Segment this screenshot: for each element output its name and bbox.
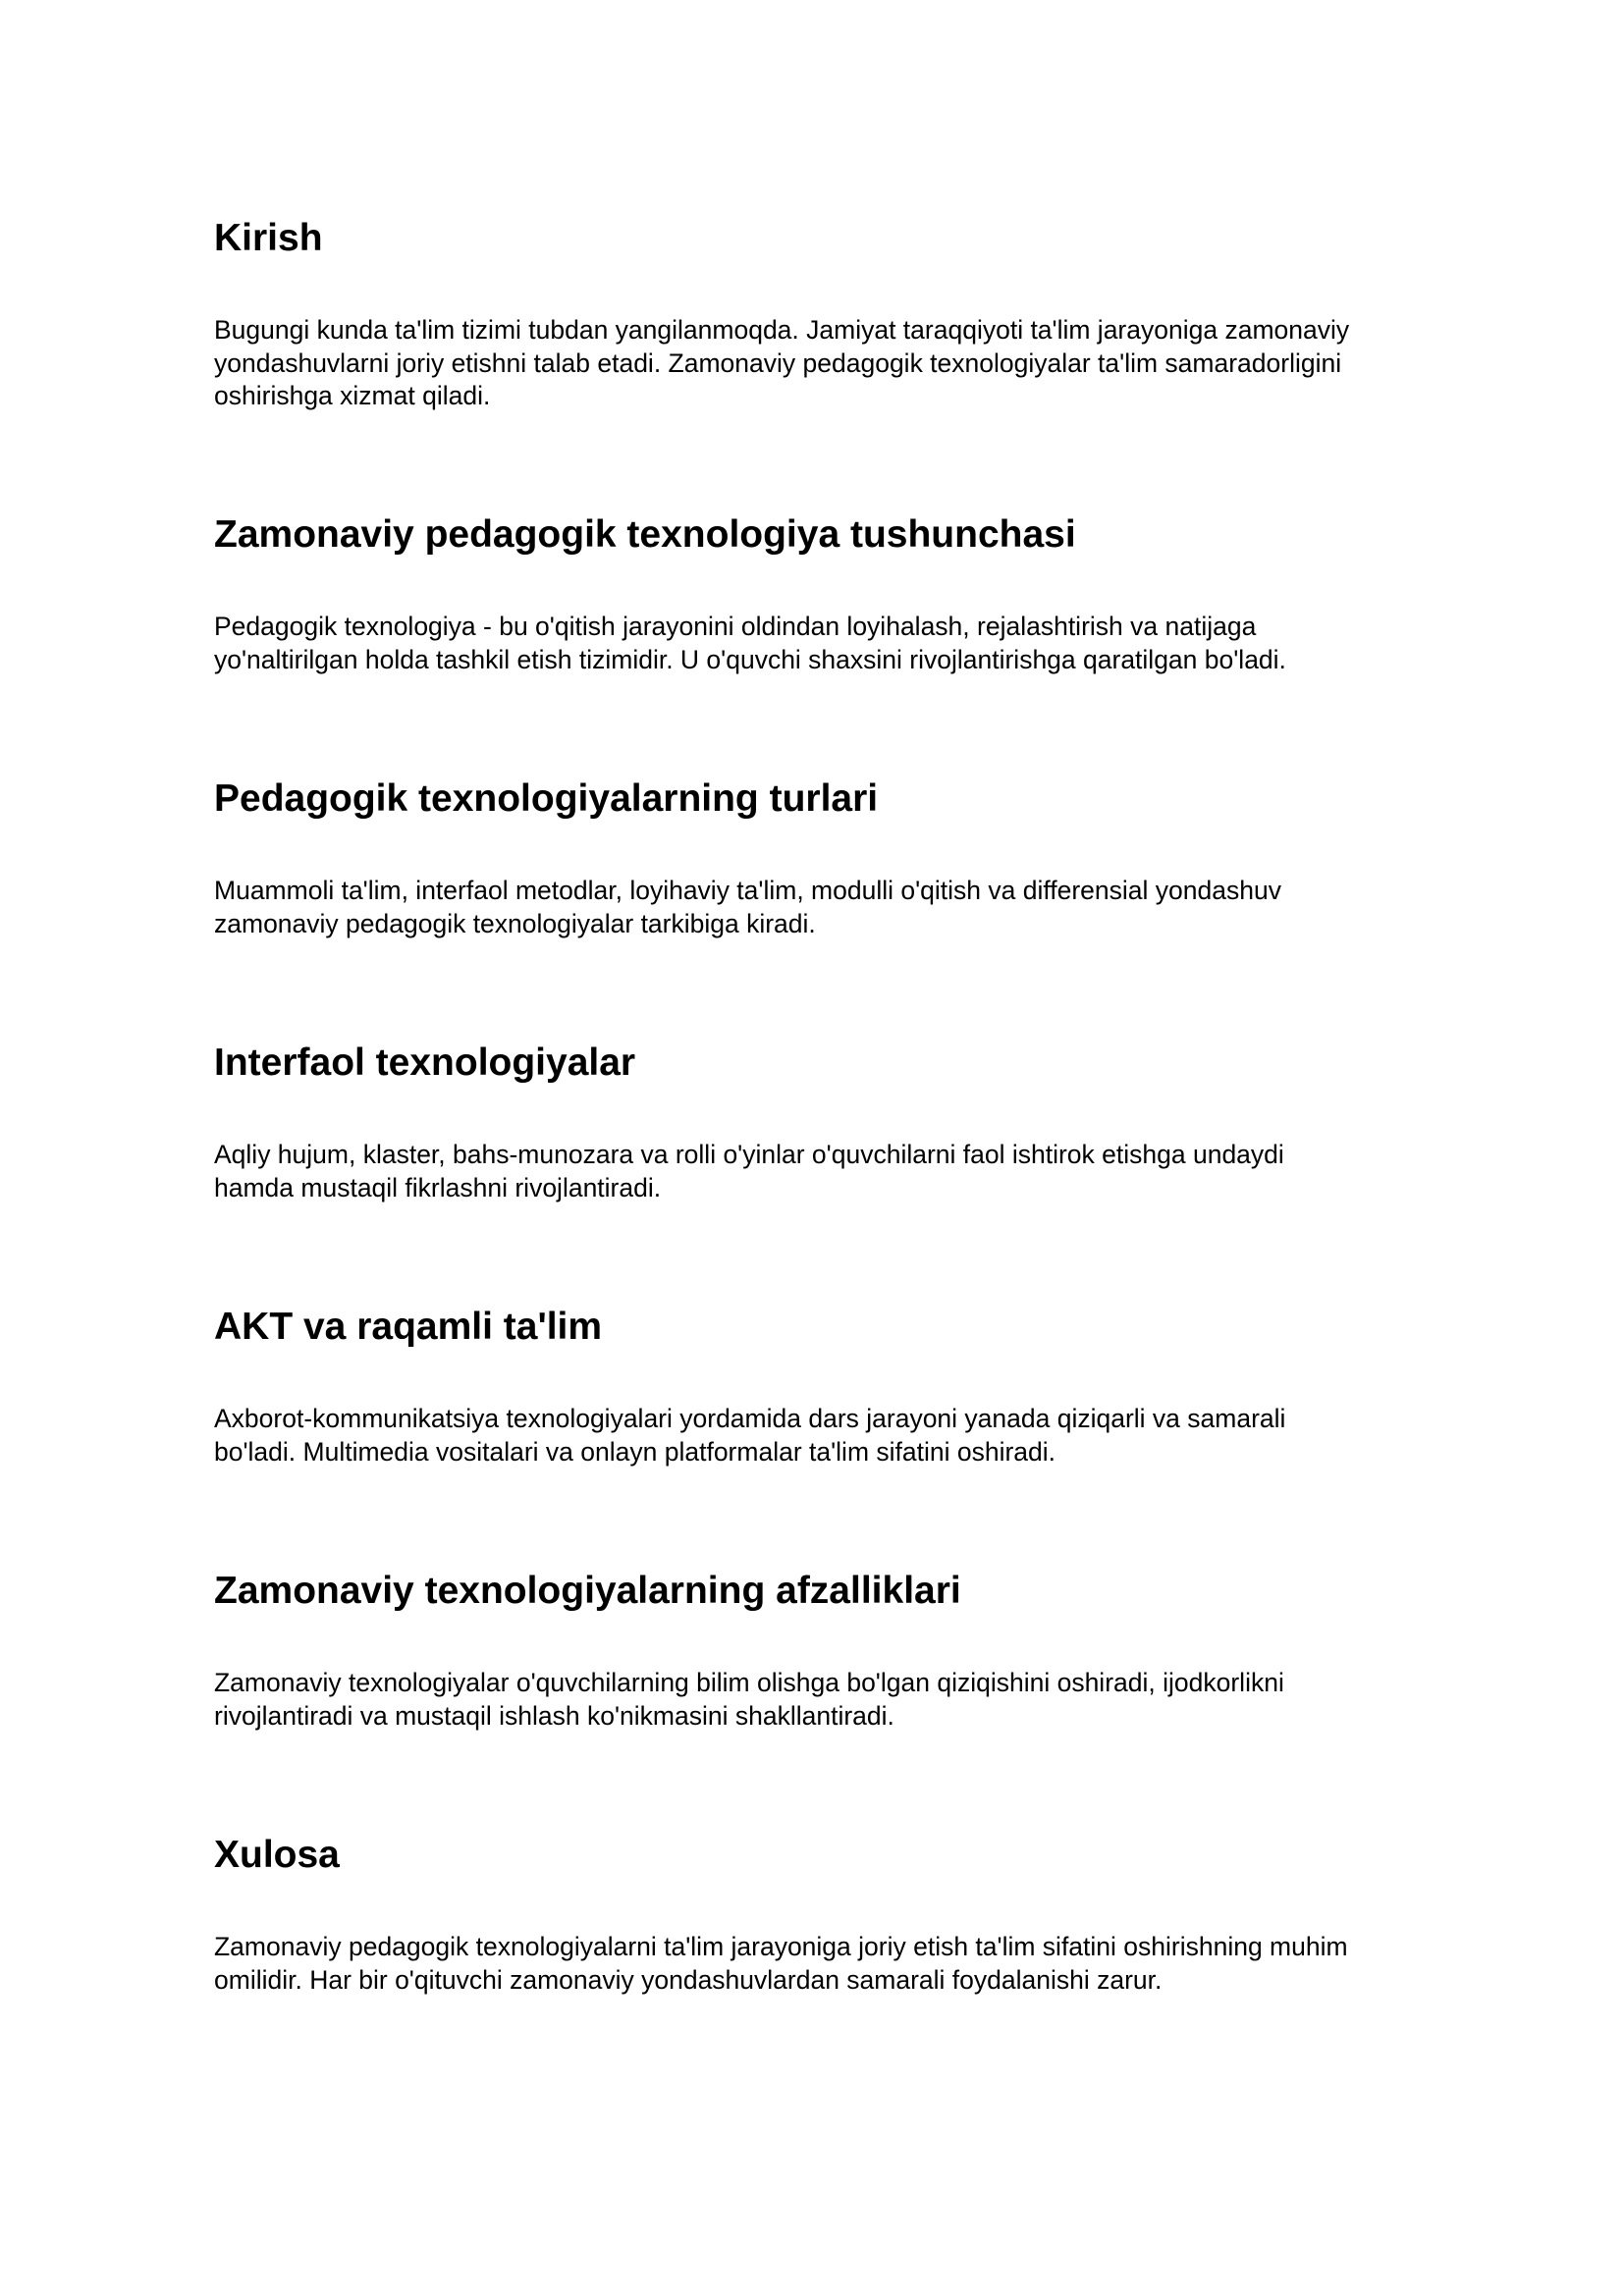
section-xulosa: [214, 1833, 1432, 1995]
section-paragraph: [214, 1667, 1432, 1733]
paragraph-line: Aqliy hujum, klaster, bahs-munozara va rolli o'yinlar o'quvchilarni faol ishtirok etishga undaydi: [214, 1140, 1284, 1169]
section-kirish: [214, 216, 1432, 410]
section-afzalliklari: [214, 1569, 1432, 1731]
section-heading: AKT va raqamli ta'lim: [214, 1306, 603, 1348]
section-heading: Zamonaviy texnologiyalarning afzalliklari: [214, 1570, 961, 1612]
section-texnologiyalar-turlari: [214, 776, 1432, 938]
section-heading: Interfaol texnologiyalar: [214, 1041, 636, 1084]
paragraph-line: hamda mustaqil fikrlashni rivojlantiradi.: [214, 1172, 662, 1202]
section-heading: Kirish: [214, 217, 323, 259]
paragraph-line: bo'ladi. Multimedia vositalari va onlayn platformalar ta'lim sifatini oshiradi.: [214, 1436, 1056, 1467]
section-paragraph: [214, 1139, 1432, 1204]
paragraph-line: oshirishga xizmat qiladi.: [214, 381, 491, 410]
section-interfaol-texnologiyalar: [214, 1041, 1432, 1202]
paragraph-line: Axborot-kommunikatsiya texnologiyalari yordamida dars jarayoni yanada qiziqarli va samarali: [214, 1404, 1286, 1433]
paragraph-line: omilidir. Har bir o'qituvchi zamonaviy yondashuvlardan samarali foydalanishi zarur.: [214, 1964, 1163, 1995]
section-heading: Zamonaviy pedagogik texnologiya tushunchasi: [214, 513, 1076, 556]
paragraph-line: Bugungi kunda ta'lim tizimi tubdan yangilanmoqda. Jamiyat taraqqiyoti ta'lim jarayoniga zamonaviy: [214, 315, 1350, 345]
paragraph-line: Zamonaviy pedagogik texnologiyalarni ta'lim jarayoniga joriy etish ta'lim sifatini oshirishning muhim: [214, 1932, 1348, 1961]
section-paragraph: [214, 314, 1432, 413]
paragraph-line: yo'naltirilgan holda tashkil etish tizimidir. U o'quvchi shaxsini rivojlantirishga qaratilgan bo'ladi.: [214, 644, 1286, 674]
paragraph-line: Muammoli ta'lim, interfaol metodlar, loyihaviy ta'lim, modulli o'qitish va differensial yondashuv: [214, 876, 1281, 905]
paragraph-line: zamonaviy pedagogik texnologiyalar tarkibiga kiradi.: [214, 908, 816, 938]
section-heading: Xulosa: [214, 1834, 340, 1876]
section-pedagogik-texnologiya-tushunchasi: [214, 512, 1432, 674]
paragraph-line: Zamonaviy texnologiyalar o'quvchilarning bilim olishga bo'lgan qiziqishini oshiradi, ijodkorlikni: [214, 1668, 1284, 1697]
section-paragraph: [214, 1931, 1432, 1997]
paragraph-line: yondashuvlarni joriy etishni talab etadi. Zamonaviy pedagogik texnologiyalar ta'lim samaradorligini: [214, 347, 1342, 378]
paragraph-line: Pedagogik texnologiya - bu o'qitish jarayonini oldindan loyihalash, rejalashtirish va natijaga: [214, 612, 1257, 641]
paragraph-line: rivojlantiradi va mustaqil ishlash ko'nikmasini shakllantiradi.: [214, 1700, 894, 1731]
section-heading: Pedagogik texnologiyalarning turlari: [214, 777, 879, 820]
section-akt-raqamli-talim: [214, 1305, 1432, 1467]
section-paragraph: [214, 611, 1432, 676]
section-paragraph: [214, 1403, 1432, 1468]
section-paragraph: [214, 875, 1432, 940]
